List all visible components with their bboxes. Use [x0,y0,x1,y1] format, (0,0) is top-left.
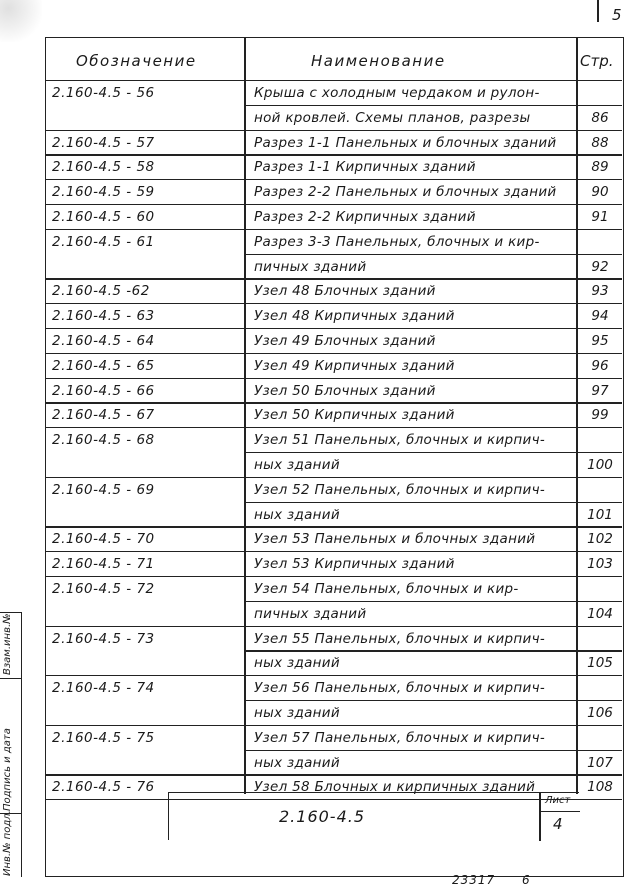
row-divider [46,675,622,676]
row-code: 2.160-4.5 - 64 [52,333,155,349]
row-divider [46,179,622,180]
row-divider [46,551,622,552]
row-code: 2.160-4.5 - 58 [52,159,155,176]
row-name: пичных зданий [254,605,367,622]
row-code: 2.160-4.5 - 74 [52,680,155,697]
row-page: 102 [587,531,613,548]
corner-stamp-mark [0,0,42,42]
title-block-divider [539,793,541,841]
row-code: 2.160-4.5 - 65 [52,357,155,374]
row-page: 92 [591,258,609,275]
row-divider [46,378,622,379]
row-divider [46,130,622,131]
page-number: 5 [612,6,622,24]
row-page: 91 [591,209,609,225]
row-name: Узел 50 Кирпичных зданий [254,407,455,424]
row-name: Узел 49 Блочных зданий [254,333,436,349]
row-code: 2.160-4.5 - 72 [52,581,155,597]
row-page: 97 [591,382,609,399]
row-name: Разрез 2-2 Панельных и блочных зданий [254,184,557,201]
sheet-number: 4 [553,815,563,833]
row-divider [46,576,622,577]
row-name: Разрез 1-1 Панельных и блочных зданий [254,134,557,151]
row-divider [46,477,622,478]
row-name: ных зданий [254,655,340,672]
row-name: Разрез 2-2 Кирпичных зданий [254,209,476,225]
sheet-label: Лист [545,795,571,806]
row-code: 2.160-4.5 - 69 [52,481,155,498]
side-cell-replaced-inv [0,613,22,678]
side-cell-inv-original [0,810,22,877]
row-divider [46,774,622,775]
document-code: 2.160-4.5 [279,807,366,826]
row-name: Узел 57 Панельных, блочных и кирпич- [254,729,546,746]
row-page: 90 [591,184,609,201]
side-label-inv-original: Инв.№ подл. [2,810,13,876]
row-name: ной кровлей. Схемы планов, разрезы [254,109,531,126]
row-divider [244,502,622,503]
row-name: Узел 51 Панельных, блочных и кирпич- [254,432,546,449]
row-name: Разрез 3-3 Панельных, блочных и кир- [254,233,540,250]
row-code: 2.160-4.5 - 63 [52,308,155,325]
document-sheet [45,37,624,877]
row-name: Узел 53 Панельных и блочных зданий [254,531,536,548]
row-name: Узел 55 Панельных, блочных и кирпич- [254,630,546,647]
row-divider [46,204,622,205]
row-name: Узел 48 Кирпичных зданий [254,308,455,325]
row-page: 107 [587,754,613,771]
header-page: Стр. [580,52,614,70]
row-divider [46,427,622,428]
title-block-sheet-divider [539,811,580,812]
row-divider [46,229,622,230]
row-name: Узел 50 Блочных зданий [254,382,436,399]
row-code: 2.160-4.5 - 61 [52,233,155,250]
row-code: 2.160-4.5 - 59 [52,184,155,201]
row-name: Узел 53 Кирпичных зданий [254,556,455,573]
row-name: ных зданий [254,754,340,771]
header-underline [46,80,622,81]
row-name: Узел 58 Блочных и кирпичных зданий [254,779,536,796]
title-block [168,792,579,840]
row-code: 2.160-4.5 - 66 [52,382,155,399]
row-name: ных зданий [254,506,340,523]
footer-archive-number: 23317 [452,873,496,887]
row-code: 2.160-4.5 - 56 [52,85,155,101]
header-code: Обозначение [76,52,197,70]
row-page: 86 [591,109,609,126]
row-page: 96 [591,357,609,374]
row-code: 2.160-4.5 - 60 [52,209,155,225]
row-code: 2.160-4.5 - 71 [52,556,155,573]
row-name: Узел 52 Панельных, блочных и кирпич- [254,481,546,498]
row-name: пичных зданий [254,258,367,275]
row-code: 2.160-4.5 - 73 [52,630,155,647]
row-code: 2.160-4.5 - 67 [52,407,155,424]
row-divider [46,526,622,527]
row-name: ных зданий [254,705,340,721]
row-code: 2.160-4.5 - 70 [52,531,155,548]
row-code: 2.160-4.5 - 75 [52,729,155,746]
row-name: Крыша с холодным чердаком и рулон- [254,85,540,101]
row-page: 100 [587,457,613,473]
row-code: 2.160-4.5 -62 [52,283,150,300]
side-approval-strip [0,612,22,877]
row-page: 88 [591,134,609,151]
row-divider [244,601,622,602]
side-cell-signature [0,678,22,813]
side-label-signature-date: Подпись и дата [2,728,13,811]
row-name: Узел 54 Панельных, блочных и кир- [254,581,519,597]
row-name: ных зданий [254,457,340,473]
row-name: Разрез 1-1 Кирпичных зданий [254,159,476,176]
row-page: 104 [587,605,613,622]
row-divider [244,452,622,453]
row-divider [46,278,622,279]
row-divider [46,725,622,726]
row-page: 95 [591,333,609,349]
row-divider [46,353,622,354]
row-page: 99 [591,407,609,424]
row-divider [46,402,622,403]
row-divider [46,626,622,627]
column-divider-page [576,38,578,794]
footer-letter: 6 [522,873,530,887]
row-page: 103 [587,556,613,573]
column-divider-code [244,38,246,794]
row-divider [46,154,622,155]
row-page: 105 [587,655,613,672]
page-corner-line [597,0,599,22]
row-divider [46,303,622,304]
row-code: 2.160-4.5 - 76 [52,779,155,796]
row-page: 89 [591,159,609,176]
row-name: Узел 56 Панельных, блочных и кирпич- [254,680,546,697]
row-page: 93 [591,283,609,300]
row-name: Узел 48 Блочных зданий [254,283,436,300]
row-page: 94 [591,308,609,325]
row-divider [244,750,622,751]
row-name: Узел 49 Кирпичных зданий [254,357,455,374]
row-page: 106 [587,705,613,721]
row-code: 2.160-4.5 - 57 [52,134,155,151]
header-name: Наименование [311,52,446,70]
row-divider [244,105,622,106]
row-divider [244,700,622,701]
row-divider [244,254,622,255]
row-code: 2.160-4.5 - 68 [52,432,155,449]
side-label-replaced-inv: Взам.инв.№ [2,613,13,675]
row-divider [244,650,622,651]
row-page: 108 [587,779,613,796]
row-divider [46,328,622,329]
row-page: 101 [587,506,613,523]
